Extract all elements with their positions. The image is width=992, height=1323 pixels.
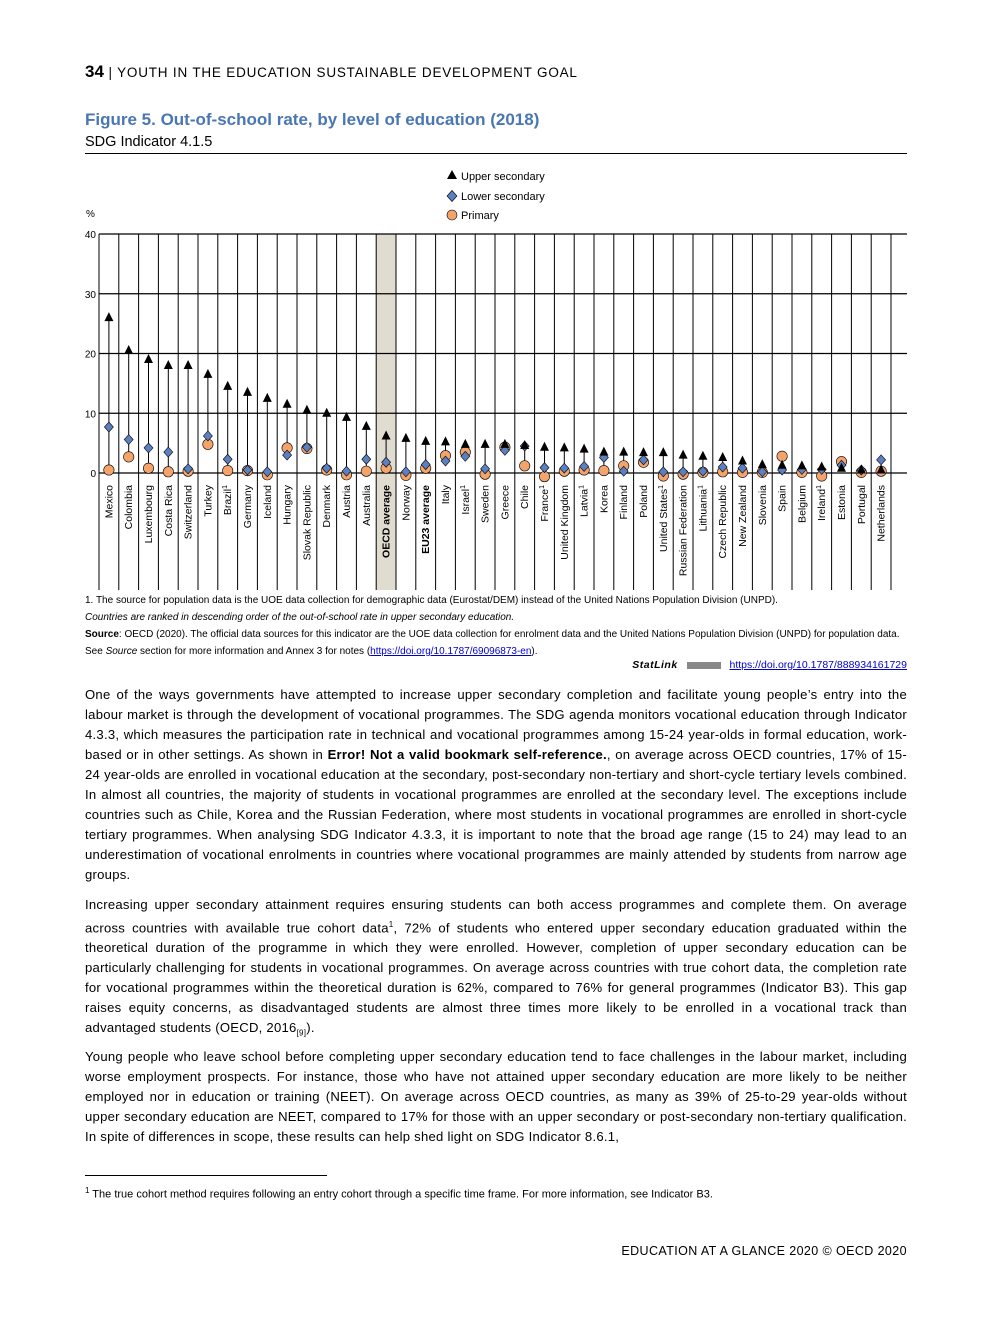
lower-secondary-point	[540, 463, 549, 473]
upper-secondary-point	[104, 312, 113, 321]
upper-secondary-point	[362, 421, 371, 430]
upper-secondary-point	[283, 399, 292, 408]
primary-point	[223, 465, 233, 475]
statlink-logo-icon	[687, 662, 721, 669]
upper-secondary-point	[679, 450, 688, 459]
p1-text-b: , on average across OECD countries, 17% of 15-24 year-olds are enrolled in vocational education at the secondary, post-secondary non-tertiary and short-cycle tertiary levels combined. In almost all countries, the majority of students in vocational programmes are enrolled at the secondary level. The exceptions include countries such as Chile, Korea and the Russian Federation, where most students in vocational programmes are enrolled in short-cycle tertiary programmes. When analysing SDG Indicator 4.3.3, it is important to note that the broad age range (15 to 24) may lead to an underestimation of vocational enrolments in countries where vocational programmes are mainly attended by students from narrow age groups.	[85, 747, 907, 882]
upper-secondary-point	[817, 462, 826, 471]
note-population-source: 1. The source for population data is the UOE data collection for demographic data (Eurostat/DEM) instead of the United Nations Population Division (UNPD).	[85, 595, 778, 606]
primary-point	[104, 465, 114, 475]
upper-secondary-point	[243, 387, 252, 396]
note-ranking: Countries are ranked in descending order of the out-of-school rate in upper secondary education.	[85, 612, 515, 623]
reference-marker: [9]	[296, 1028, 307, 1038]
category-label: Chile	[519, 485, 532, 509]
upper-secondary-point	[203, 369, 212, 378]
primary-point	[361, 466, 371, 476]
primary-point	[520, 461, 530, 471]
lower-secondary-point	[877, 455, 886, 465]
lower-secondary-point	[362, 454, 371, 464]
upper-secondary-point	[223, 381, 232, 390]
bookmark-error: Error! Not a valid bookmark self-reference.	[327, 747, 607, 762]
upper-secondary-point	[718, 452, 727, 461]
lower-secondary-point	[164, 447, 173, 457]
category-label: Lithuania$^1$	[697, 485, 710, 532]
category-label: United Kingdom	[558, 485, 571, 560]
p2-text-c: ).	[306, 1020, 315, 1036]
category-label: Slovenia	[756, 485, 769, 526]
upper-secondary-point	[421, 436, 430, 445]
upper-secondary-point	[322, 408, 331, 417]
source-doi-link[interactable]: https://doi.org/10.1787/69096873-en	[370, 646, 532, 657]
y-tick-label: 0	[90, 469, 96, 480]
category-label: Korea	[598, 485, 611, 514]
source-italic: Source	[105, 646, 138, 657]
category-label: France$^1$	[539, 485, 551, 522]
primary-point	[163, 467, 173, 477]
out-of-school-chart	[0, 160, 992, 595]
category-label: United States$^1$	[657, 485, 670, 552]
upper-secondary-point	[639, 447, 648, 456]
y-tick-label: 10	[84, 409, 96, 421]
p1-text-a: One of the ways governments have attempted to increase upper secondary completion and facilitate young people’s entry into the labour market is through the development of vocational programmes. The SDG agenda monitors vocational education through Indicator 4.3.3, which measures the participation rate in technical and vocational programmes among 15-24 year-olds in formal education, work-based or in other settings. As shown in	[85, 687, 907, 762]
category-label: Switzerland	[182, 485, 195, 540]
category-label: Colombia	[123, 485, 136, 530]
footnote	[85, 1186, 713, 1201]
legend-primary-icon	[447, 210, 457, 220]
category-label: Denmark	[321, 485, 334, 528]
upper-secondary-point	[401, 433, 410, 442]
legend-label: Lower secondary	[461, 191, 545, 203]
upper-secondary-point	[124, 345, 133, 354]
footnote-ref: 1	[388, 920, 394, 929]
category-label: Estonia	[836, 485, 848, 521]
source-text-b: section for more information and Annex 3 for notes (	[137, 646, 371, 657]
upper-secondary-point	[540, 442, 549, 451]
title-rule	[85, 153, 907, 154]
category-label: Germany	[242, 485, 254, 529]
category-label: Czech Republic	[717, 485, 730, 559]
note-source	[85, 626, 907, 660]
y-tick-label: 20	[84, 349, 96, 361]
category-label: Mexico	[103, 485, 116, 519]
page-header	[85, 62, 578, 82]
y-tick-label: 40	[84, 230, 96, 241]
upper-secondary-point	[580, 444, 589, 453]
category-label: Brazil$^1$	[222, 485, 235, 516]
category-label: Iceland	[261, 485, 274, 519]
running-title: YOUTH IN THE EDUCATION SUSTAINABLE DEVELOPMENT GOAL	[117, 65, 578, 80]
category-label: Spain	[776, 485, 789, 512]
upper-secondary-point	[619, 447, 628, 456]
statlink-url[interactable]: https://doi.org/10.1787/888934161729	[729, 659, 907, 671]
page-footer: EDUCATION AT A GLANCE 2020 © OECD 2020	[621, 1244, 907, 1258]
upper-secondary-point	[599, 447, 608, 456]
upper-secondary-point	[302, 405, 311, 414]
category-label: Latvia$^1$	[578, 485, 591, 517]
primary-point	[124, 452, 134, 462]
legend-label: Upper secondary	[461, 171, 545, 183]
footnote-marker: 1	[85, 1186, 90, 1195]
source-label: Source	[85, 629, 119, 640]
source-text-a: : OECD (2020). The official data sources for this indicator are the UOE data collection for enrolment data and the United Nations Population Division (UNPD) for population data. See	[85, 629, 900, 657]
upper-secondary-point	[461, 439, 470, 448]
lower-secondary-point	[124, 435, 133, 445]
upper-secondary-point	[560, 442, 569, 451]
category-label: Australia	[360, 485, 373, 526]
upper-secondary-point	[481, 439, 490, 448]
lower-secondary-point	[104, 422, 113, 432]
paragraph-completion	[85, 895, 907, 1044]
category-label: Portugal	[855, 485, 868, 525]
lower-secondary-point	[223, 454, 232, 464]
y-tick-label: 30	[84, 289, 96, 301]
page-number: 34	[85, 62, 104, 81]
upper-secondary-point	[738, 456, 747, 465]
category-label: Finland	[618, 485, 631, 520]
legend-label: Primary	[461, 210, 499, 222]
upper-secondary-point	[184, 360, 193, 369]
category-label: OECD average	[380, 485, 393, 558]
category-label: Poland	[638, 485, 650, 518]
y-unit-label: %	[86, 209, 95, 220]
category-label: Hungary	[281, 485, 294, 525]
upper-secondary-point	[778, 460, 787, 469]
category-label: Italy	[440, 485, 452, 505]
statlink-row	[632, 659, 907, 671]
source-text-c: ).	[531, 646, 538, 657]
footnote-rule	[85, 1175, 327, 1176]
category-label: EU23 average	[420, 485, 433, 554]
figure-title: Figure 5. Out-of-school rate, by level of education (2018)	[85, 110, 540, 129]
upper-secondary-point	[758, 459, 767, 468]
category-label: Belgium	[796, 485, 809, 523]
upper-secondary-point	[144, 354, 153, 363]
upper-secondary-point	[659, 447, 668, 456]
primary-point	[599, 465, 609, 475]
header-separator: |	[108, 65, 113, 80]
upper-secondary-point	[164, 360, 173, 369]
category-label: Austria	[341, 485, 353, 518]
category-label: Israel$^1$	[459, 485, 472, 515]
category-label: Turkey	[202, 485, 215, 517]
category-label: New Zealand	[737, 485, 749, 547]
paragraph-vocational	[85, 685, 907, 885]
footnote-text: The true cohort method requires following an entry cohort through a specific time frame. For more information, see Indicator B3.	[89, 1188, 713, 1201]
category-label: Ireland$^1$	[816, 485, 829, 522]
category-label: Sweden	[479, 485, 492, 523]
upper-secondary-point	[698, 451, 707, 460]
category-label: Russian Federation	[677, 485, 690, 577]
paragraph-neet: Young people who leave school before completing upper secondary education tend to face challenges in the labour market, including worse employment prospects. For instance, those who have not attained upper secondary education are more likely to be neither employed nor in education or training (NEET). On average across OECD countries, as many as 39% of 25-to-29 year-olds without upper secondary education are NEET, compared to 17% for those with an upper secondary or post-secondary non-tertiary qualification. In spite of differences in scope, these results can help shed light on SDG Indicator 8.6.1,	[85, 1049, 907, 1144]
primary-point	[143, 463, 153, 473]
category-label: Costa Rica	[162, 485, 175, 537]
upper-secondary-point	[263, 393, 272, 402]
category-label: Greece	[499, 485, 512, 520]
legend-lower-icon	[447, 191, 457, 202]
legend-upper-icon	[447, 170, 457, 179]
figure-subtitle: SDG Indicator 4.1.5	[85, 134, 213, 150]
p2-text-b: , 72% of students who entered upper secondary education graduated within the theoretical duration of the programme in which they were enrolled. However, completion of upper secondary education can be particularly challenging for students in vocational programmes. On average across countries with true cohort data, the completion rate for vocational programmes within the theoretical duration is 62%, compared to 76% for general programmes (Indicator B3). This gap raises equity concerns, as disadvantaged students are almost three times more likely to be enrolled in a vocational track than advantaged students (OECD, 2016	[85, 920, 907, 1036]
upper-secondary-point	[797, 460, 806, 469]
category-label: Netherlands	[875, 485, 888, 542]
upper-secondary-point	[441, 436, 450, 445]
category-label: Slovak Republic	[301, 485, 314, 561]
p2-text-a: Increasing upper secondary attainment requires ensuring students can both access programmes and complete them. On average across countries with available true cohort data	[85, 897, 907, 936]
category-label: Norway	[400, 485, 413, 521]
lower-secondary-point	[203, 431, 212, 441]
statlink-label: StatLink	[632, 659, 678, 671]
category-label: Luxembourg	[143, 485, 155, 544]
lower-secondary-point	[144, 443, 153, 453]
